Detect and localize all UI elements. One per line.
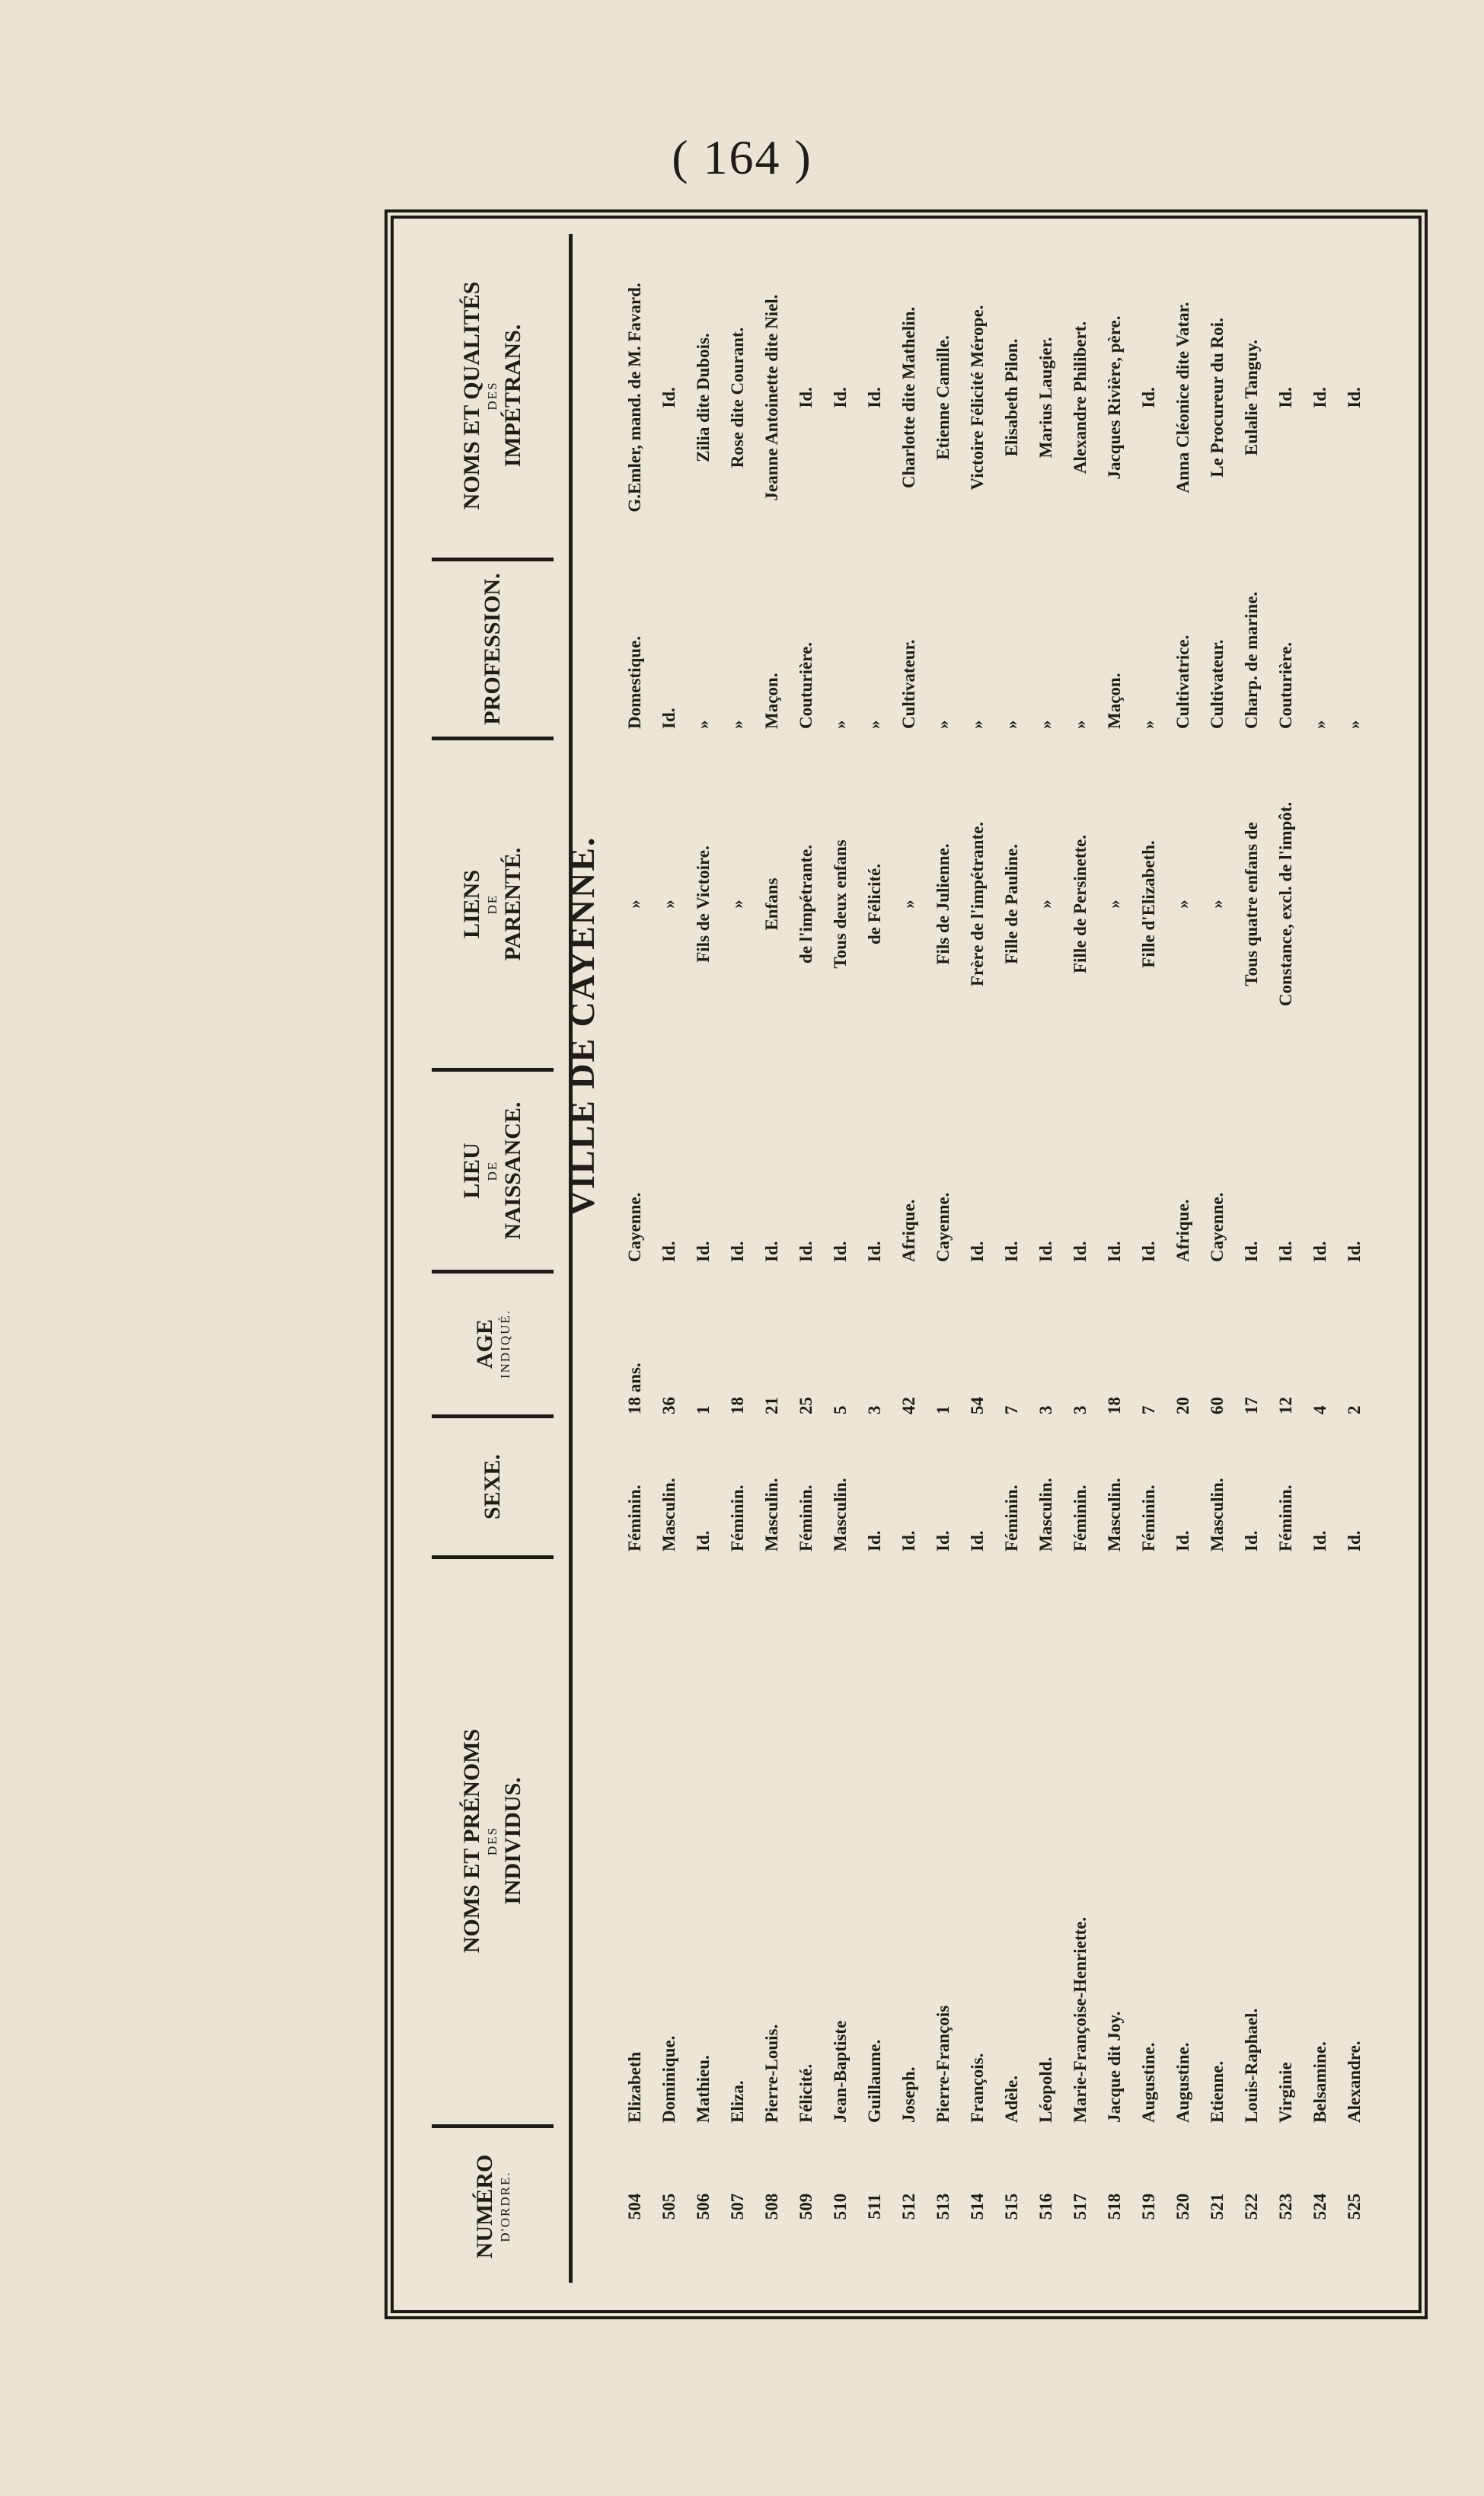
row-age: 20 (1173, 1397, 1192, 1414)
row-name: Eliza. (728, 2080, 747, 2123)
row-profession: » (1310, 720, 1329, 729)
divider (432, 558, 554, 561)
header-impetrans-sub: IMPÉTRANS. (499, 324, 525, 468)
header-liens-sub: PARENTÉ. (499, 847, 525, 961)
row-age: 7 (1002, 1405, 1021, 1414)
row-impetrant: Rose dite Courant. (728, 327, 747, 468)
header-age-sub: INDIQUÉ. (498, 1309, 513, 1379)
row-liens: Constance, excl. de l'impôt. (1276, 801, 1295, 1007)
row-impetrant: Id. (796, 387, 815, 408)
row-name: Marie-Françoise-Henriette. (1071, 1916, 1090, 2123)
row-liens: Tous deux enfans (831, 839, 850, 969)
table-row (1166, 234, 1200, 2283)
row-sexe: Féminin. (728, 1484, 747, 1552)
row-profession: Cultivateur. (1208, 639, 1227, 729)
table-row (1098, 234, 1131, 2283)
row-impetrant: Marius Laugier. (1036, 337, 1055, 459)
row-age: 4 (1310, 1405, 1329, 1414)
row-lieu: Afrique. (899, 1199, 918, 1262)
row-lieu: Id. (762, 1241, 781, 1262)
row-lieu: Cayenne. (933, 1192, 953, 1262)
row-profession: » (968, 720, 987, 729)
row-name: Virginie (1276, 2062, 1295, 2123)
row-name: Alexandre. (1345, 2041, 1364, 2123)
row-name: Elizabeth (625, 2051, 644, 2123)
row-liens: » (1105, 900, 1124, 909)
row-age: 3 (1071, 1405, 1090, 1414)
row-age: 18 (728, 1397, 747, 1414)
row-name: Louis-Raphael. (1242, 2008, 1261, 2123)
row-age: 12 (1276, 1397, 1295, 1414)
header-lieu-de: DE (485, 1160, 500, 1181)
row-sexe: Id. (865, 1530, 884, 1552)
row-lieu: Id. (1036, 1241, 1055, 1262)
row-liens: Tous quatre enfans de (1242, 822, 1261, 986)
row-number: 524 (1310, 2193, 1329, 2220)
row-liens: Fille de Persinette. (1071, 835, 1090, 974)
row-lieu: Id. (1002, 1241, 1021, 1262)
row-number: 519 (1139, 2193, 1158, 2220)
header-lieu-sub: NAISSANCE. (499, 1101, 525, 1240)
row-sexe: Féminin. (796, 1484, 815, 1552)
row-name: Augustine. (1139, 2042, 1158, 2123)
row-liens: Fils de Victoire. (694, 845, 713, 963)
row-profession: » (831, 720, 850, 729)
header-numero-sub: D'ORDRE. (498, 2171, 513, 2242)
city-heading: VILLE DE CAYENNE. (563, 836, 602, 1216)
table-row (927, 234, 960, 2283)
table-row (892, 234, 926, 2283)
table-row (790, 234, 823, 2283)
row-number: 514 (968, 2193, 987, 2220)
header-impetrans-label: NOMS ET QUALITÉS (458, 281, 484, 510)
row-profession: » (1002, 720, 1021, 729)
row-impetrant: Jeanne Antoinette dite Niel. (762, 294, 781, 501)
table-header (416, 234, 573, 2283)
row-impetrant: Victoire Félicité Mérope. (968, 305, 987, 491)
row-lieu: Id. (968, 1241, 987, 1262)
row-number: 518 (1105, 2193, 1124, 2220)
row-sexe: Id. (694, 1530, 713, 1552)
divider (432, 1414, 554, 1418)
row-liens: » (1208, 900, 1227, 909)
row-sexe: Id. (1345, 1530, 1364, 1552)
row-liens: » (659, 900, 678, 909)
row-age: 60 (1208, 1397, 1227, 1414)
header-sexe (416, 1418, 569, 1555)
row-lieu: Cayenne. (625, 1192, 644, 1262)
row-age: 17 (1242, 1397, 1261, 1414)
row-impetrant: Id. (659, 387, 678, 408)
row-name: Jean-Baptiste (831, 2020, 850, 2123)
table-row (653, 234, 686, 2283)
row-lieu: Id. (694, 1241, 713, 1262)
header-age-label: AGE (471, 1319, 497, 1369)
row-name: François. (968, 2053, 987, 2123)
row-profession: Cultivatrice. (1173, 634, 1192, 729)
row-name: Dominique. (659, 2035, 678, 2123)
row-name: Léopold. (1036, 2057, 1055, 2123)
row-name: Etienne. (1208, 2060, 1227, 2123)
row-age: 18 (1105, 1397, 1124, 1414)
row-name: Mathieu. (694, 2055, 713, 2123)
row-sexe: Féminin. (1276, 1484, 1295, 1552)
row-lieu: Id. (1345, 1241, 1364, 1262)
header-sexe-label: SEXE. (479, 1454, 505, 1520)
row-number: 512 (899, 2193, 918, 2220)
row-liens: Frère de l'impétrante. (968, 821, 987, 987)
row-sexe: Masculin. (1036, 1478, 1055, 1552)
row-impetrant: Id. (1345, 387, 1364, 408)
row-liens: Fille d'Elizabeth. (1139, 840, 1158, 968)
row-profession: Maçon. (762, 673, 781, 729)
header-impetrans-des: DES (485, 381, 500, 411)
row-sexe: Féminin. (1071, 1484, 1090, 1552)
header-liens (416, 740, 569, 1068)
table-row (961, 234, 994, 2283)
row-age: 21 (762, 1397, 781, 1414)
row-liens (1304, 744, 1337, 1064)
row-sexe: Id. (968, 1530, 987, 1552)
row-lieu: Afrique. (1173, 1199, 1192, 1262)
row-number: 525 (1345, 2193, 1364, 2220)
table-row (1064, 234, 1097, 2283)
row-sexe: Id. (1310, 1530, 1329, 1552)
table-row (995, 234, 1029, 2283)
row-liens: Fils de Julienne. (933, 843, 953, 965)
row-impetrant: Charlotte dite Mathelin. (899, 306, 918, 489)
row-profession: Id. (659, 708, 678, 729)
row-lieu: Id. (1276, 1241, 1295, 1262)
row-age: 36 (659, 1397, 678, 1414)
row-liens: » (1173, 900, 1192, 909)
row-impetrant: Le Procureur du Roi. (1208, 318, 1227, 478)
row-profession: Couturière. (1276, 642, 1295, 729)
row-name: Jacque dit Joy. (1105, 2011, 1124, 2123)
row-impetrant: G.Emler, mand. de M. Favard. (625, 283, 644, 513)
table-row (1132, 234, 1166, 2283)
row-number: 520 (1173, 2193, 1192, 2220)
row-lieu: Id. (1242, 1241, 1261, 1262)
row-profession: » (1036, 720, 1055, 729)
row-impetrant: Eulalie Tanguy. (1242, 339, 1261, 456)
row-sexe: Id. (933, 1530, 953, 1552)
row-sexe: Masculin. (659, 1478, 678, 1552)
row-lieu: Id. (1139, 1241, 1158, 1262)
row-liens: » (899, 900, 918, 909)
divider (432, 737, 554, 740)
rotated-table (416, 234, 1399, 2283)
table-row (858, 234, 892, 2283)
row-number: 523 (1276, 2193, 1295, 2220)
table-row (1029, 234, 1063, 2283)
row-impetrant: Jacques Rivière, père. (1105, 315, 1124, 480)
row-sexe: Masculin. (1105, 1478, 1124, 1552)
row-name: Pierre-François (933, 2005, 953, 2123)
row-liens: de l'impétrante. (796, 845, 815, 964)
row-age: 7 (1139, 1405, 1158, 1414)
row-lieu: Id. (865, 1241, 884, 1262)
header-profession-label: PROFESSION. (479, 573, 505, 725)
row-liens: Enfans (762, 877, 781, 931)
row-profession: Domestique. (625, 635, 644, 729)
row-name: Augustine. (1173, 2042, 1192, 2123)
row-sexe: Masculin. (762, 1478, 781, 1552)
row-number: 515 (1002, 2193, 1021, 2220)
row-number: 508 (762, 2193, 781, 2220)
row-profession: » (1139, 720, 1158, 729)
table-frame (385, 209, 1428, 2319)
row-name: Guillaume. (865, 2039, 884, 2123)
table-row (1201, 234, 1234, 2283)
row-impetrant: Alexandre Philibert. (1071, 321, 1090, 475)
row-lieu: Cayenne. (1208, 1192, 1227, 1262)
row-lieu: Id. (1071, 1241, 1090, 1262)
header-liens-label: LIENS (458, 869, 484, 939)
row-profession: Couturière. (796, 642, 815, 729)
table-row (1269, 234, 1303, 2283)
row-impetrant: Id. (1139, 387, 1158, 408)
row-profession: Cultivateur. (899, 639, 918, 729)
row-number: 506 (694, 2193, 713, 2220)
row-age: 42 (899, 1397, 918, 1414)
header-lieu-label: LIEU (458, 1143, 484, 1199)
row-number: 513 (933, 2193, 953, 2220)
row-liens (1338, 744, 1371, 1064)
header-liens-de: DE (485, 893, 500, 915)
row-number: 511 (865, 2194, 884, 2220)
row-number: 522 (1242, 2193, 1261, 2220)
divider (432, 1270, 554, 1274)
header-age (416, 1274, 569, 1414)
row-lieu: Id. (1310, 1241, 1329, 1262)
row-impetrant: Id. (1276, 387, 1295, 408)
row-impetrant: Elisabeth Pilon. (1002, 338, 1021, 457)
row-lieu: Id. (728, 1241, 747, 1262)
table-row (618, 234, 652, 2283)
row-sexe: Féminin. (625, 1484, 644, 1552)
header-noms-des: DES (485, 1826, 500, 1856)
row-impetrant: Etienne Camille. (933, 335, 953, 460)
row-sexe: Masculin. (1208, 1478, 1227, 1552)
table-row (1304, 234, 1337, 2283)
table-row (1338, 234, 1371, 2283)
header-numero (416, 2130, 569, 2283)
row-age: 18 ans. (625, 1363, 644, 1414)
row-age: 1 (694, 1405, 713, 1414)
row-sexe: Féminin. (1002, 1484, 1021, 1552)
row-lieu: Id. (831, 1241, 850, 1262)
row-liens: de Félicité. (865, 864, 884, 945)
divider (432, 1068, 554, 1072)
table-row (687, 234, 720, 2283)
row-name: Joseph. (899, 2066, 918, 2123)
row-lieu: Id. (1105, 1241, 1124, 1262)
row-profession: » (865, 720, 884, 729)
header-noms-sub: INDIVIDUS. (499, 1777, 525, 1905)
row-age: 3 (865, 1405, 884, 1414)
table-row (721, 234, 755, 2283)
row-sexe: Id. (1242, 1530, 1261, 1552)
row-sexe: Féminin. (1139, 1484, 1158, 1552)
row-number: 504 (625, 2193, 644, 2220)
row-sexe: Id. (899, 1530, 918, 1552)
header-lieu (416, 1072, 569, 1270)
row-lieu: Id. (659, 1241, 678, 1262)
divider (432, 2124, 554, 2128)
row-age: 25 (796, 1397, 815, 1414)
row-profession: » (694, 720, 713, 729)
row-impetrant: Id. (831, 387, 850, 408)
row-age: 2 (1345, 1405, 1364, 1414)
row-profession: » (728, 720, 747, 729)
row-name: Pierre-Louis. (762, 2024, 781, 2123)
row-impetrant: Id. (1310, 387, 1329, 408)
row-name: Adèle. (1002, 2076, 1021, 2123)
row-name: Félicité. (796, 2063, 815, 2123)
row-number: 517 (1071, 2193, 1090, 2220)
row-profession: » (1071, 720, 1090, 729)
row-profession: Charp. de marine. (1242, 591, 1261, 729)
row-profession: Maçon. (1105, 673, 1124, 729)
row-age: 54 (968, 1397, 987, 1414)
row-impetrant: Id. (865, 387, 884, 408)
row-impetrant: Anna Cléonice dite Vatar. (1173, 302, 1192, 494)
row-number: 510 (831, 2193, 850, 2220)
table-body (563, 234, 1399, 2283)
row-profession: » (933, 720, 953, 729)
table-row (755, 234, 789, 2283)
row-name: Belsamine. (1310, 2041, 1329, 2123)
row-liens: » (625, 900, 644, 909)
row-age: 3 (1036, 1405, 1055, 1414)
row-profession: » (1345, 720, 1364, 729)
table-row (1235, 234, 1269, 2283)
row-number: 509 (796, 2193, 815, 2220)
row-age: 1 (933, 1405, 953, 1414)
header-impetrans (416, 234, 569, 558)
row-number: 505 (659, 2193, 678, 2220)
header-profession (416, 561, 569, 737)
row-liens: » (1036, 900, 1055, 909)
row-sexe: Id. (1173, 1530, 1192, 1552)
page-number: ( 164 ) (672, 130, 812, 184)
row-number: 521 (1208, 2193, 1227, 2220)
row-age: 5 (831, 1405, 850, 1414)
header-noms-label: NOMS ET PRÉNOMS (458, 1728, 484, 1954)
row-impetrant: Zilia dite Dubois. (694, 333, 713, 462)
row-liens: Fille de Pauline. (1002, 844, 1021, 964)
row-lieu: Id. (796, 1241, 815, 1262)
header-numero-label: NUMÉRO (471, 2154, 497, 2259)
row-number: 507 (728, 2193, 747, 2220)
table-row (824, 234, 857, 2283)
row-liens: » (728, 900, 747, 909)
header-noms-prenoms (416, 1559, 569, 2123)
row-sexe: Masculin. (831, 1478, 850, 1552)
divider (432, 1555, 554, 1559)
row-number: 516 (1036, 2193, 1055, 2220)
